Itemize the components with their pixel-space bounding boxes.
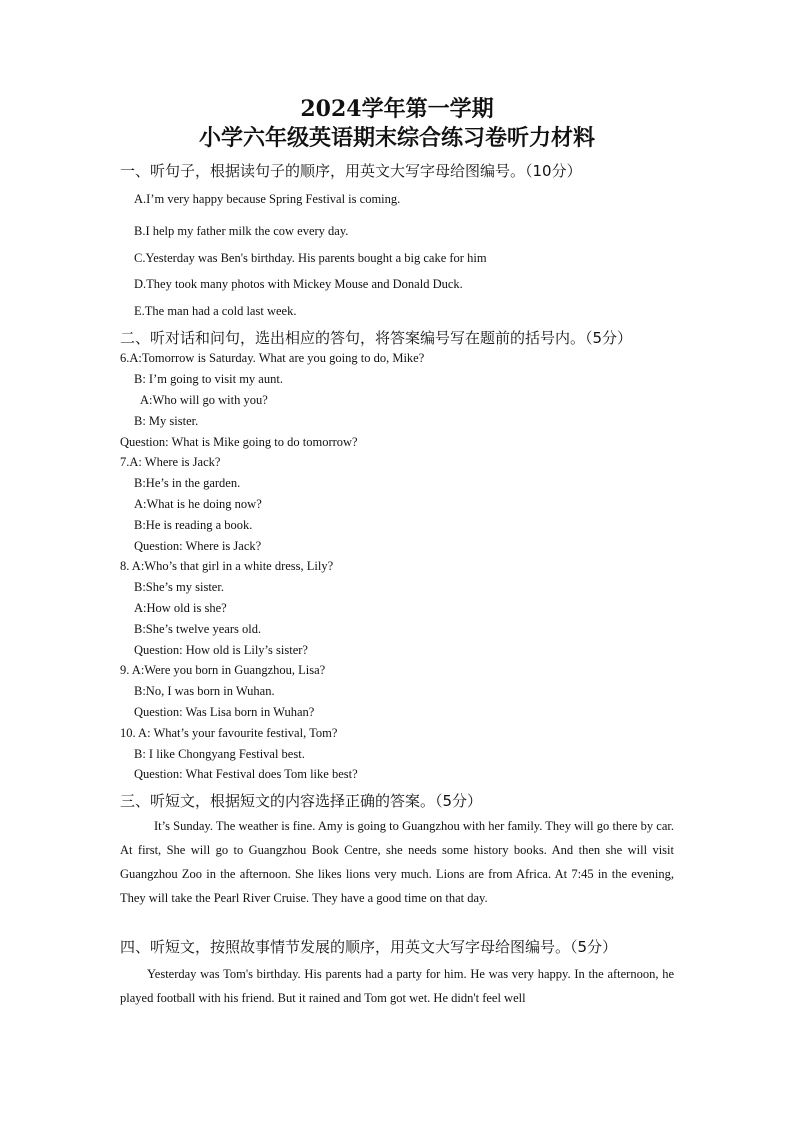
- passage-text: Yesterday was Tom's birthday. His parents had a party for him. He was very happy. In the afternoon, he played football with his friend. But it rained and Tom got wet. He didn't feel well: [120, 967, 674, 1005]
- section-3-passage: [120, 814, 674, 910]
- title-line-2: 小学六年级英语期末综合练习卷听力材料: [198, 125, 595, 151]
- dialogue-line: B:She’s twelve years old.: [134, 622, 262, 636]
- passage-text: It’s Sunday. The weather is fine. Amy is going to Guangzhou with her family. They will go there by car. At first, She will go to Guangzhou Book Centre, she needs some history books. And then she will visit Guangzhou Zoo in the afternoon. She likes lions very much. Lions are from Africa. At 7:45 in the evening, They will take the Pearl River Cruise. They have a good time on that day.: [120, 819, 674, 905]
- dialogue-line: A:What is he doing now?: [134, 497, 262, 511]
- dialogue-line: Question: How old is Lily’s sister?: [134, 643, 308, 657]
- dialogue-line: B: My sister.: [134, 414, 199, 428]
- dialogue-line: 10. A: What’s your favourite festival, Tom?: [120, 726, 338, 740]
- dialogue-line: A:How old is she?: [134, 601, 227, 615]
- section-3-heading: 三、听短文，根据短文的内容选择正确的答案。（5分）: [120, 792, 483, 810]
- dialogue-line: Question: What is Mike going to do tomorrow?: [120, 435, 358, 449]
- dialogue-line: Question: Where is Jack?: [134, 539, 262, 553]
- dialogue-line: B:No, I was born in Wuhan.: [134, 684, 275, 698]
- section-2-heading: 二、听对话和问句，选出相应的答句，将答案编号写在题前的括号内。（5分）: [120, 329, 633, 347]
- dialogue-line: 8. A:Who’s that girl in a white dress, Lily?: [120, 559, 334, 573]
- dialogue-line: 6.A:Tomorrow is Saturday. What are you going to do, Mike?: [120, 351, 425, 365]
- dialogue-line: A:Who will go with you?: [140, 393, 268, 407]
- sentence-item: E.The man had a cold last week.: [134, 304, 297, 318]
- section-4-passage: [120, 962, 674, 1010]
- title-line-1: 2024学年第一学期: [300, 96, 494, 122]
- dialogue-line: Question: What Festival does Tom like best?: [134, 767, 358, 781]
- dialogue-line: B:He’s in the garden.: [134, 476, 241, 490]
- section-1-heading: 一、听句子，根据读句子的顺序，用英文大写字母给图编号。（10分）: [120, 162, 582, 180]
- dialogue-line: B: I like Chongyang Festival best.: [134, 747, 305, 761]
- sentence-item: C.Yesterday was Ben's birthday. His parents bought a big cake for him: [134, 251, 487, 265]
- section-4-heading: 四、听短文，按照故事情节发展的顺序，用英文大写字母给图编号。（5分）: [120, 938, 618, 956]
- dialogue-line: Question: Was Lisa born in Wuhan?: [134, 705, 315, 719]
- dialogue-line: 7.A: Where is Jack?: [120, 455, 221, 469]
- sentence-item: A.I’m very happy because Spring Festival is coming.: [134, 192, 401, 206]
- dialogue-line: B:She’s my sister.: [134, 580, 224, 594]
- sentence-item: B.I help my father milk the cow every day.: [134, 224, 349, 238]
- dialogue-line: B: I’m going to visit my aunt.: [134, 372, 283, 386]
- dialogue-line: B:He is reading a book.: [134, 518, 253, 532]
- sentence-item: D.They took many photos with Mickey Mouse and Donald Duck.: [134, 277, 463, 291]
- dialogue-line: 9. A:Were you born in Guangzhou, Lisa?: [120, 663, 326, 677]
